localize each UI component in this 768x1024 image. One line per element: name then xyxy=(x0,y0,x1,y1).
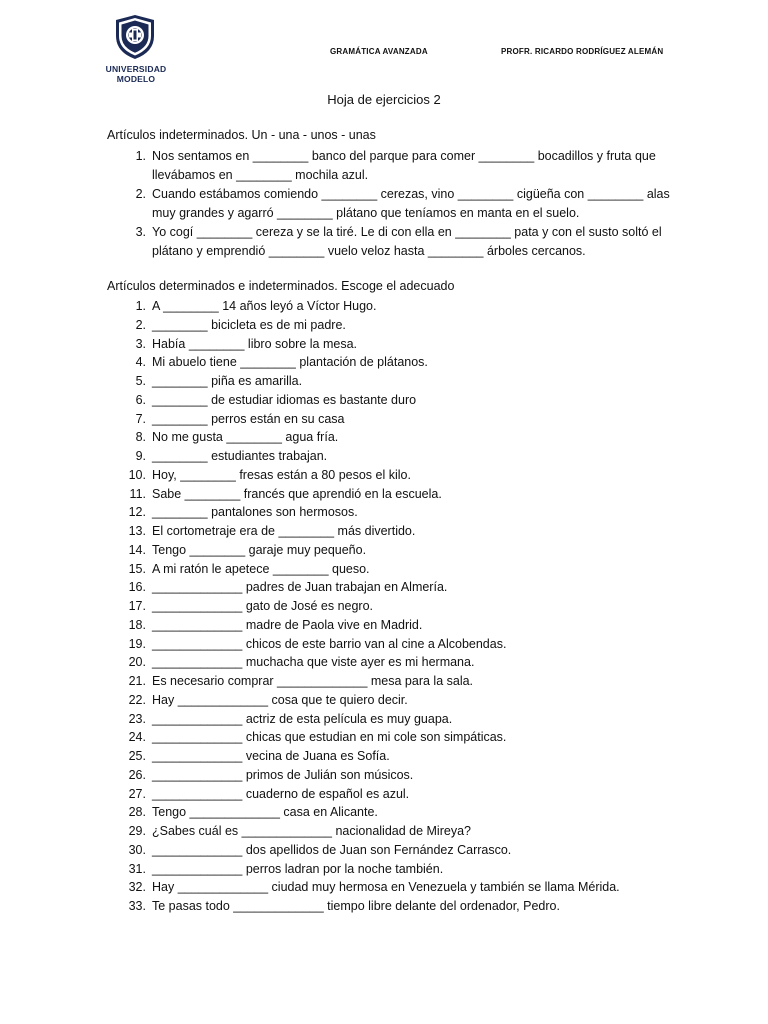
exercise-number: 33. xyxy=(128,899,146,913)
exercise-text: Mi abuelo tiene ________ plantación de plátanos. xyxy=(152,355,428,370)
exercise-item xyxy=(107,860,620,879)
exercise-number: 6. xyxy=(135,392,146,407)
exercise-text: ________ perros están en su casa xyxy=(152,411,345,426)
exercise-item xyxy=(107,691,620,710)
exercise-number: 2. xyxy=(135,187,146,201)
exercise-text: Hay _____________ ciudad muy hermosa en Venezuela y también se llama Mérida. xyxy=(152,880,620,895)
exercise-item xyxy=(107,822,620,841)
exercise-item xyxy=(107,672,620,691)
exercise-item xyxy=(107,223,692,261)
exercise-item xyxy=(107,391,620,410)
exercise-text: Yo cogí ________ cereza y se la tiré. Le di con ella en ________ pata y con el susto soltó el plátano y emprendió ________ vuelo veloz hasta ________ árboles cercanos. xyxy=(152,225,662,258)
exercise-number: 7. xyxy=(135,411,146,426)
exercise-item xyxy=(107,897,620,916)
exercise-number: 3. xyxy=(135,225,146,239)
professor-name: PROFR. RICARDO RODRÍGUEZ ALEMÁN xyxy=(501,47,664,56)
exercise-item xyxy=(107,541,620,560)
university-name-line2: MODELO xyxy=(116,74,156,84)
exercise-text: Había ________ libro sobre la mesa. xyxy=(152,336,357,351)
exercise-number: 26. xyxy=(128,767,146,782)
exercise-text: ________ bicicleta es de mi padre. xyxy=(152,317,346,332)
exercise-text: _____________ gato de José es negro. xyxy=(152,599,374,613)
exercise-text: _____________ perros ladran por la noche también. xyxy=(152,861,444,876)
exercise-text: ________ estudiantes trabajan. xyxy=(152,449,328,463)
exercise-number: 24. xyxy=(128,730,146,745)
exercise-item xyxy=(107,522,620,541)
section1-exercise-list xyxy=(107,147,692,261)
exercise-text: ¿Sabes cuál es _____________ nacionalidad de Mireya? xyxy=(152,824,471,838)
exercise-number: 10. xyxy=(128,467,146,482)
university-name-line1: UNIVERSIDAD xyxy=(105,64,167,74)
exercise-item xyxy=(107,728,620,747)
exercise-text: Nos sentamos en ________ banco del parque para comer ________ bocadillos y fruta que llevábamos en ________ mochila azul. xyxy=(152,149,656,182)
exercise-text: _____________ cuaderno de español es azul. xyxy=(152,786,410,801)
exercise-item xyxy=(107,503,620,522)
exercise-item xyxy=(107,597,620,616)
exercise-number: 22. xyxy=(128,692,146,707)
exercise-text: Es necesario comprar _____________ mesa para la sala. xyxy=(152,674,474,688)
exercise-item xyxy=(107,316,620,335)
exercise-text: Sabe ________ francés que aprendió en la escuela. xyxy=(152,486,442,501)
exercise-number: 5. xyxy=(135,374,146,388)
exercise-number: 27. xyxy=(128,786,146,801)
exercise-number: 11. xyxy=(129,486,146,501)
section2-heading: Artículos determinados e indeterminados. Escoge el adecuado xyxy=(107,279,455,293)
exercise-number: 1. xyxy=(135,149,146,163)
section1-heading: Artículos indeterminados. Un - una - unos - unas xyxy=(107,128,376,142)
university-seal-icon xyxy=(114,14,156,60)
exercise-text: _____________ vecina de Juana es Sofía. xyxy=(152,749,390,763)
exercise-item xyxy=(107,785,620,804)
exercise-number: 28. xyxy=(128,805,146,820)
exercise-text: _____________ actriz de esta película es muy guapa. xyxy=(152,711,453,726)
page-title: Hoja de ejercicios 2 xyxy=(327,92,441,107)
exercise-item xyxy=(107,878,620,897)
exercise-number: 20. xyxy=(128,655,146,670)
exercise-number: 30. xyxy=(128,842,146,857)
exercise-item xyxy=(107,841,620,860)
exercise-number: 31. xyxy=(128,861,146,876)
exercise-text: _____________ muchacha que viste ayer es mi hermana. xyxy=(152,655,475,670)
exercise-text: A mi ratón le apetece ________ queso. xyxy=(152,561,370,576)
exercise-number: 16. xyxy=(128,580,146,595)
exercise-text: Tengo ________ garaje muy pequeño. xyxy=(152,542,367,557)
exercise-item xyxy=(107,578,620,597)
exercise-number: 23. xyxy=(128,711,146,726)
university-logo xyxy=(101,14,171,90)
exercise-number: 12. xyxy=(128,505,146,520)
exercise-item xyxy=(107,635,620,654)
exercise-number: 1. xyxy=(135,299,146,313)
section2-exercise-list xyxy=(107,297,620,916)
exercise-text: Te pasas todo _____________ tiempo libre delante del ordenador, Pedro. xyxy=(152,899,560,913)
exercise-number: 13. xyxy=(128,524,146,538)
exercise-item xyxy=(107,747,620,766)
exercise-text: No me gusta ________ agua fría. xyxy=(152,430,339,445)
exercise-item xyxy=(107,653,620,672)
exercise-text: _____________ chicos de este barrio van al cine a Alcobendas. xyxy=(152,636,507,651)
exercise-item xyxy=(107,372,620,391)
exercise-number: 21. xyxy=(128,674,146,688)
exercise-item xyxy=(107,616,620,635)
exercise-number: 17. xyxy=(128,599,146,613)
exercise-number: 4. xyxy=(135,355,146,370)
exercise-text: _____________ dos apellidos de Juan son Fernández Carrasco. xyxy=(152,842,512,857)
exercise-item xyxy=(107,466,620,485)
exercise-number: 9. xyxy=(135,449,146,463)
exercise-item xyxy=(107,766,620,785)
exercise-number: 2. xyxy=(135,317,146,332)
exercise-item xyxy=(107,710,620,729)
exercise-text: _____________ primos de Julián son músicos. xyxy=(152,767,414,782)
exercise-number: 14. xyxy=(128,542,146,557)
exercise-text: Cuando estábamos comiendo ________ cerezas, vino ________ cigüeña con ________ alas muy grandes y agarró ________ plátano que teníamos en manta en el suelo. xyxy=(152,187,670,220)
exercise-item xyxy=(107,447,620,466)
exercise-number: 8. xyxy=(135,430,146,445)
exercise-text: _____________ madre de Paola vive en Madrid. xyxy=(152,617,423,632)
exercise-item xyxy=(107,147,692,185)
exercise-item xyxy=(107,485,620,504)
exercise-number: 15. xyxy=(128,561,146,576)
exercise-item xyxy=(107,410,620,429)
exercise-text: El cortometraje era de ________ más divertido. xyxy=(152,524,416,538)
exercise-number: 18. xyxy=(128,617,146,632)
exercise-item xyxy=(107,185,692,223)
exercise-item xyxy=(107,560,620,579)
exercise-number: 32. xyxy=(128,880,146,895)
exercise-text: Hay _____________ cosa que te quiero decir. xyxy=(152,692,408,707)
exercise-text: Hoy, ________ fresas están a 80 pesos el kilo. xyxy=(152,467,411,482)
exercise-number: 3. xyxy=(135,336,146,351)
exercise-number: 25. xyxy=(128,749,146,763)
exercise-item xyxy=(107,335,620,354)
exercise-text: A ________ 14 años leyó a Víctor Hugo. xyxy=(152,299,377,313)
exercise-item xyxy=(107,803,620,822)
exercise-text: Tengo _____________ casa en Alicante. xyxy=(152,805,378,820)
exercise-text: ________ piña es amarilla. xyxy=(152,374,303,388)
exercise-item xyxy=(107,428,620,447)
exercise-text: ________ de estudiar idiomas es bastante duro xyxy=(152,392,417,407)
exercise-text: _____________ chicas que estudian en mi cole son simpáticas. xyxy=(152,730,507,745)
exercise-text: _____________ padres de Juan trabajan en Almería. xyxy=(152,580,448,595)
exercise-number: 19. xyxy=(128,636,146,651)
course-name: GRAMÁTICA AVANZADA xyxy=(330,47,428,56)
exercise-number: 29. xyxy=(128,824,146,838)
exercise-item xyxy=(107,297,620,316)
exercise-item xyxy=(107,353,620,372)
exercise-text: ________ pantalones son hermosos. xyxy=(152,505,358,520)
